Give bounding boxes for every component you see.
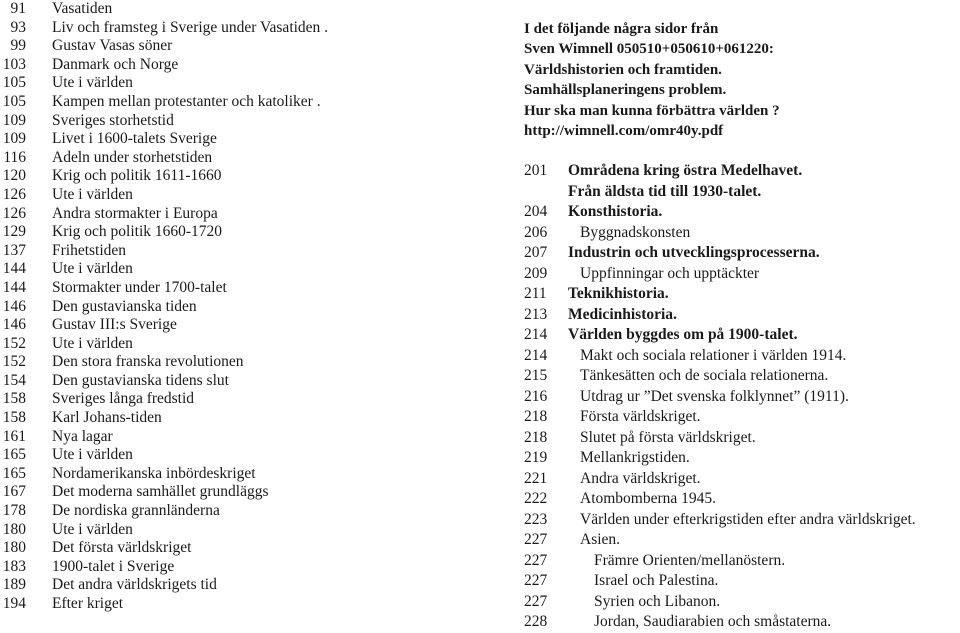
section-title: Krig och politik 1611-1660 bbox=[52, 167, 222, 185]
toc-item bbox=[524, 592, 960, 613]
list-item bbox=[0, 260, 470, 279]
page-number: 120 bbox=[2, 167, 26, 185]
page-number: 219 bbox=[524, 449, 548, 467]
list-item bbox=[0, 149, 470, 168]
list-item bbox=[0, 465, 470, 484]
list-item bbox=[0, 19, 470, 38]
toc-item bbox=[524, 387, 960, 408]
section-title: Livet i 1600-talets Sverige bbox=[52, 130, 217, 148]
right-column bbox=[524, 19, 960, 633]
left-contents-list bbox=[0, 0, 470, 614]
list-item bbox=[0, 186, 470, 205]
intro-line: I det följande några sidor från bbox=[524, 21, 719, 37]
page-number: 105 bbox=[2, 74, 26, 92]
toc-title: Syrien och Libanon. bbox=[594, 592, 721, 610]
list-item bbox=[0, 223, 470, 242]
section-title: Sveriges långa fredstid bbox=[52, 390, 195, 408]
page-number: 227 bbox=[524, 572, 548, 590]
page-number: 165 bbox=[2, 464, 26, 482]
list-item bbox=[0, 539, 470, 558]
toc-title: Slutet på första världskriget. bbox=[580, 428, 756, 446]
page-number: 165 bbox=[2, 446, 26, 464]
section-title: Danmark och Norge bbox=[52, 55, 179, 73]
toc-item bbox=[524, 182, 960, 203]
list-item bbox=[0, 112, 470, 131]
toc-title: Andra världskriget. bbox=[580, 469, 701, 487]
section-title: Krig och politik 1660-1720 bbox=[52, 223, 223, 241]
section-title: Kampen mellan protestanter och katoliker . bbox=[52, 92, 321, 110]
page-number: 228 bbox=[524, 613, 548, 631]
toc-item bbox=[524, 510, 960, 531]
toc-title: Världen under efterkrigstiden efter andra världskriget. bbox=[580, 510, 916, 528]
page-number: 218 bbox=[524, 428, 548, 446]
page-number: 216 bbox=[524, 387, 548, 405]
list-item bbox=[0, 130, 470, 149]
list-item bbox=[0, 595, 470, 614]
toc-item bbox=[524, 202, 960, 223]
toc-title: Uppfinningar och upptäckter bbox=[580, 264, 760, 282]
page-number: 206 bbox=[524, 223, 548, 241]
section-title: Ute i världen bbox=[52, 334, 133, 352]
section-title: Karl Johans-tiden bbox=[52, 409, 162, 427]
page-number: 180 bbox=[2, 520, 26, 538]
list-item bbox=[0, 576, 470, 595]
section-title: Ute i världen bbox=[52, 74, 133, 92]
page-number: 146 bbox=[2, 316, 26, 334]
toc-title: Från äldsta tid till 1930-talet. bbox=[568, 182, 762, 200]
list-item bbox=[0, 56, 470, 75]
toc-title: Utdrag ur ”Det svenska folklynnet” (1911). bbox=[580, 387, 849, 405]
page-number: 222 bbox=[524, 490, 548, 508]
toc-title: Atombomberna 1945. bbox=[580, 490, 717, 508]
section-title: Det första världskriget bbox=[52, 539, 192, 557]
page-number: 126 bbox=[2, 185, 26, 203]
section-title: Stormakter under 1700-talet bbox=[52, 278, 227, 296]
toc-item bbox=[524, 325, 960, 346]
toc-item bbox=[524, 305, 960, 326]
page-number: 144 bbox=[2, 260, 26, 278]
page-number: 214 bbox=[524, 326, 548, 344]
page-number: 214 bbox=[524, 346, 548, 364]
section-title: Den gustavianska tidens slut bbox=[52, 371, 229, 389]
page-number: 126 bbox=[2, 204, 26, 222]
page-number: 211 bbox=[524, 285, 547, 303]
page-number: 99 bbox=[10, 37, 26, 55]
page-number: 189 bbox=[2, 576, 26, 594]
page-number: 227 bbox=[524, 531, 548, 549]
page-number: 161 bbox=[2, 427, 26, 445]
toc-item bbox=[524, 530, 960, 551]
toc-item bbox=[524, 489, 960, 510]
toc-title: Medicinhistoria. bbox=[568, 305, 677, 323]
intro-line: Sven Wimnell 050510+050610+061220: bbox=[524, 41, 774, 58]
section-title: Efter kriget bbox=[52, 595, 124, 612]
list-item bbox=[0, 93, 470, 112]
page-number: 137 bbox=[2, 241, 26, 259]
section-title: Ute i världen bbox=[52, 520, 133, 538]
list-item bbox=[0, 521, 470, 540]
section-title: Gustav III:s Sverige bbox=[52, 316, 177, 334]
section-title: Liv och framsteg i Sverige under Vasatiden . bbox=[52, 18, 329, 36]
list-item bbox=[0, 279, 470, 298]
list-item bbox=[0, 409, 470, 428]
section-title: Nya lagar bbox=[52, 427, 113, 445]
toc-item bbox=[524, 448, 960, 469]
page-number: 213 bbox=[524, 305, 548, 323]
toc-item bbox=[524, 551, 960, 572]
list-item bbox=[0, 483, 470, 502]
toc-item bbox=[524, 284, 960, 305]
toc-title: Teknikhistoria. bbox=[568, 285, 669, 303]
page-number: 129 bbox=[2, 223, 26, 241]
page-number: 227 bbox=[524, 551, 548, 569]
section-title: Sveriges storhetstid bbox=[52, 111, 174, 129]
toc-item bbox=[524, 346, 960, 367]
toc-item bbox=[524, 612, 960, 633]
toc-title: Byggnadskonsten bbox=[580, 223, 691, 241]
page-number: 91 bbox=[10, 0, 26, 17]
page-number: 109 bbox=[2, 111, 26, 129]
section-title: Frihetstiden bbox=[52, 241, 127, 259]
list-item bbox=[0, 316, 470, 335]
toc-item bbox=[524, 571, 960, 592]
page-number: 221 bbox=[524, 469, 548, 487]
toc-title: Tänkesätten och de sociala relationerna. bbox=[580, 367, 829, 385]
page-number bbox=[524, 182, 568, 203]
page-number: 223 bbox=[524, 510, 548, 528]
section-title: Nordamerikanska inbördeskriget bbox=[52, 464, 256, 482]
page-number: 167 bbox=[2, 483, 26, 501]
list-item bbox=[0, 37, 470, 56]
section-title: De nordiska grannländerna bbox=[52, 502, 220, 520]
list-item bbox=[0, 298, 470, 317]
toc-item bbox=[524, 366, 960, 387]
list-item bbox=[0, 446, 470, 465]
toc-title: Asien. bbox=[580, 531, 621, 549]
page-number: 103 bbox=[2, 55, 26, 73]
section-title: 1900-talet i Sverige bbox=[52, 557, 175, 575]
list-item bbox=[0, 353, 470, 372]
page-number: 207 bbox=[524, 244, 548, 262]
list-item bbox=[0, 205, 470, 224]
toc-title: Industrin och utvecklingsprocesserna. bbox=[568, 244, 820, 262]
page-number: 109 bbox=[2, 130, 26, 148]
toc-item bbox=[524, 407, 960, 428]
page-number: 180 bbox=[2, 539, 26, 557]
toc-title: Mellankrigstiden. bbox=[580, 449, 690, 467]
page-number: 154 bbox=[2, 371, 26, 389]
section-title: Gustav Vasas söner bbox=[52, 37, 173, 55]
toc-list bbox=[524, 161, 960, 633]
page-number: 158 bbox=[2, 390, 26, 408]
toc-title: Främre Orienten/mellanöstern. bbox=[594, 551, 786, 569]
section-title: Ute i världen bbox=[52, 446, 133, 464]
list-item bbox=[0, 502, 470, 521]
page-number: 144 bbox=[2, 278, 26, 296]
page-number: 215 bbox=[524, 367, 548, 385]
section-title: Det moderna samhället grundläggs bbox=[52, 483, 269, 501]
intro-line: Samhällsplaneringens problem. bbox=[524, 82, 727, 99]
toc-item bbox=[524, 428, 960, 449]
section-title: Den stora franska revolutionen bbox=[52, 353, 244, 371]
page-number: 152 bbox=[2, 334, 26, 352]
page-number: 209 bbox=[524, 264, 548, 282]
toc-title: Konsthistoria. bbox=[568, 203, 663, 221]
toc-item bbox=[524, 243, 960, 264]
section-title: Ute i världen bbox=[52, 260, 133, 278]
section-title: Det andra världskrigets tid bbox=[52, 576, 217, 594]
section-title: Den gustavianska tiden bbox=[52, 297, 197, 315]
intro-line: http://wimnell.com/omr40y.pdf bbox=[524, 123, 724, 140]
intro-line: Hur ska man kunna förbättra världen ? bbox=[524, 102, 780, 119]
page-number: 178 bbox=[2, 502, 26, 520]
page-number: 146 bbox=[2, 297, 26, 315]
list-item bbox=[0, 428, 470, 447]
page-number: 201 bbox=[524, 162, 548, 180]
toc-title: Områdena kring östra Medelhavet. bbox=[568, 162, 803, 180]
toc-title: Israel och Palestina. bbox=[594, 572, 719, 590]
list-item bbox=[0, 558, 470, 577]
section-title: Vasatiden bbox=[52, 0, 113, 17]
toc-title: Världen byggdes om på 1900-talet. bbox=[568, 326, 798, 344]
page-number: 93 bbox=[10, 18, 26, 36]
section-title: Andra stormakter i Europa bbox=[52, 204, 218, 222]
list-item bbox=[0, 74, 470, 93]
list-item bbox=[0, 167, 470, 186]
toc-title: Första världskriget. bbox=[580, 408, 701, 426]
list-item bbox=[0, 0, 470, 19]
page-number: 152 bbox=[2, 353, 26, 371]
list-item bbox=[0, 372, 470, 391]
toc-title: Jordan, Saudiarabien och småstaterna. bbox=[594, 613, 832, 631]
intro-block bbox=[524, 19, 960, 141]
page-number: 194 bbox=[2, 595, 26, 612]
page-number: 105 bbox=[2, 92, 26, 110]
toc-item bbox=[524, 223, 960, 244]
toc-title: Makt och sociala relationer i världen 1914. bbox=[580, 346, 847, 364]
section-title: Adeln under storhetstiden bbox=[52, 148, 213, 166]
toc-item bbox=[524, 469, 960, 490]
page-number: 227 bbox=[524, 592, 548, 610]
toc-item bbox=[524, 264, 960, 285]
page-number: 116 bbox=[3, 148, 26, 166]
page-number: 204 bbox=[524, 203, 548, 221]
toc-item bbox=[524, 161, 960, 182]
intro-line: Världshistorien och framtiden. bbox=[524, 61, 722, 78]
section-title: Ute i världen bbox=[52, 185, 133, 203]
list-item bbox=[0, 335, 470, 354]
list-item bbox=[0, 390, 470, 409]
page-number: 158 bbox=[2, 409, 26, 427]
list-item bbox=[0, 242, 470, 261]
page-number: 183 bbox=[2, 557, 26, 575]
page-number: 218 bbox=[524, 408, 548, 426]
